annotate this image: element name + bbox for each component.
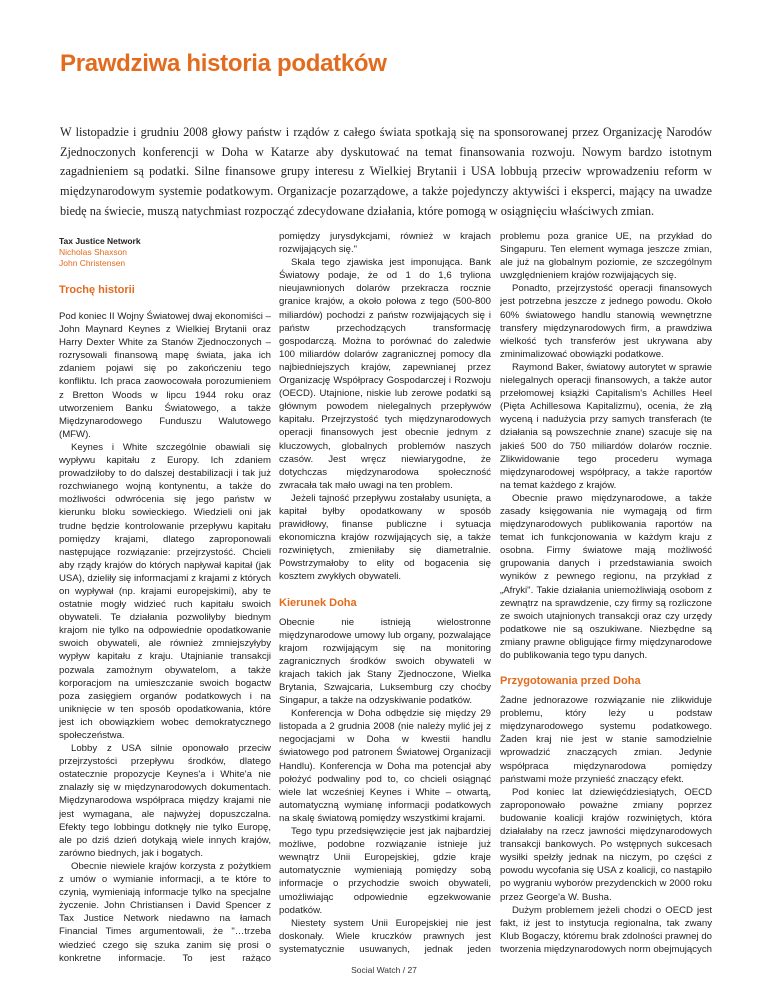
paragraph: Obecnie niewiele krajów korzysta z pożytkiem z umów o wymianie informacji, a te które to czynią, wymieniają informacje tylko na specjalne życzenie. John Christiansen i David Spencer z Tax Justice Network niedawno na łamach Financial Times argumentowali, że "…trzeba wiedzieć czego się szuka zanim się prosi o konkretne informacje. To jest rażąco bbox=[59, 860, 271, 962]
section-heading-history: Trochę historii bbox=[59, 284, 135, 296]
paragraph: Obecnie prawo międzynarodowe, a także zasady księgowania nie wymagają od firm międzynarodowych publikowania raportów na temat ich funkcjonowania w każdym kraju z osobna. Firmy światowe mają możliwość grupowania danych i przedstawiania swoich wyników z pewnego regionu, na przykład z „Afryki". Takie działania uniemożliwiają osobom z zewnątrz na sprawdzenie, czy firmy są rozliczone ze swoich utajnionych transakcji oraz czy urzędy podatkowe nie są oszukiwane. Niezbędne są zmiany prawne obligujące firmy międzynarodowe do publikowania tego typu danych. bbox=[500, 492, 712, 661]
paragraph: Niestety system Unii Europejskiej nie jest doskonały. Wiele kruczków prawnych jest systematycznie usuwanych, jednak jeden bbox=[279, 917, 491, 955]
paragraph: Jeżeli tajność przepływu zostałaby usunięta, a kapitał byłby opodatkowany w sposób prawidłowy, finanse publiczne i sytuacja ekonomiczna krajów rozwijających się, a także rozwiniętych, zmieniłaby się diametralnie. Powstrzymałoby to elity od bogacenia się kosztem zwykłych obywateli. bbox=[279, 492, 491, 583]
section-heading-kierunek: Kierunek Doha bbox=[279, 596, 357, 609]
paragraph: problemu poza granice UE, na przykład do Singapuru. Ten element wymaga jeszcze zmian, ale już na globalnym poziomie, ze szczególnym uwzględnieniem krajów rozwijających się. bbox=[500, 231, 712, 282]
paragraph: Tego typu przedsięwzięcie jest jak najbardziej możliwe, podobne rozwiązanie istnieje już wewnątrz Unii Europejskiej, gdzie kraje automatycznie wymieniają pomiędzy sobą informacje o przychodzie swoich obywateli, umożliwiając odpowiednie egzekwowanie podatków. bbox=[279, 826, 491, 916]
paragraph: pomiędzy jurysdykcjami, również w krajach rozwijających się." bbox=[279, 231, 491, 256]
column-1 bbox=[59, 236, 271, 962]
paragraph: Konferencja w Doha odbędzie się między 29 listopada a 2 grudnia 2008 (nie należy mylić jej z negocjacjami w Doha w kwestii handlu światowego pod patronem Światowej Organizacji Handlu). Konferencja w Doha ma potencjał aby położyć podwaliny pod to, co chcieli osiągnąć wiele lat wcześniej Keynes i White – otwartą, automatyczną wymianę informacji podatkowych na skalę światową pomiędzy wszystkimi krajami. bbox=[279, 708, 491, 824]
section-heading-przygotowania: Przygotowania przed Doha bbox=[500, 675, 641, 688]
author-organization: Tax Justice Network bbox=[59, 236, 141, 246]
paragraph: Pod koniec II Wojny Światowej dwaj ekonomiści – John Maynard Keynes z Wielkiej Brytanii oraz Harry Dexter White za Stanów Zjednoczonych – rozrysowali finansową mapę świata, jaka ich zdaniem pojawi się po zakończeniu tego konfliktu. Ich praca zaowocowała porozumieniem z Bretton Woods w lipcu 1944 roku oraz utworzeniem Banku Światowego, a także Międzynarodowego Funduszu Walutowego (MFW). bbox=[59, 311, 271, 440]
paragraph: Raymond Baker, światowy autorytet w sprawie nielegalnych operacji finansowych, a także autor przełomowej książki Capitalism's Achilles Heel (Pięta Achillesowa Kapitalizmu), ocenia, że złą wyceną i nadużycia przy samych transferach (te działania są powszechnie znane) szacuje się na jakieś 500 do 750 miliardów dolarów rocznie. Zlikwidowanie tego procederu wymaga międzynarodowej współpracy, a także raportów na temat każdego z krajów. bbox=[500, 361, 712, 491]
paragraph: Pod koniec lat dziewięćdziesiątych, OECD zaproponowało poważne zmiany poprzez budowanie koalicji krajów rozwiniętych, która działałaby na rzecz jawności międzynarodowych transakcji bankowych. Po wstępnych sukcesach wysiłki spełzły jednak na niczym, po części z powodu wycofania się USA z koalicji, co nastąpiło po wygraniu wyborów prezydenckich w 2000 roku przez George'a W. Busha. bbox=[500, 786, 712, 903]
author-name: John Christensen bbox=[59, 258, 126, 268]
page-title: Prawdziwa historia podatków bbox=[60, 50, 387, 77]
paragraph: Obecnie nie istnieją wielostronne międzynarodowe umowy lub organy, pozwalające krajom rozwijającym się na monitoring zagranicznych środków swoich obywateli w krajach takich jak Stany Zjednoczone, Wielka Brytania, Szwajcaria, Luksemburg czy choćby Singapur, a także na odzyskiwanie podatków. bbox=[279, 616, 491, 707]
page-footer: Social Watch / 27 bbox=[351, 965, 417, 975]
paragraph: Ponadto, przejrzystość operacji finansowych jest potrzebna jeszcze z jednego powodu. Około 60% światowego handlu stanowią wewnętrzne transfery międzynarodowych firm, a prawdziwa wielkość tych transferów jest ukrywana aby zminimalizować obowiązki podatkowe. bbox=[500, 283, 712, 360]
paragraph: Skala tego zjawiska jest imponująca. Bank Światowy podaje, że od 1 do 1,6 tryliona nieujawnionych dolarów przekracza rocznie granice krajów, a około połowa z tego (500-800 miliardów) pochodzi z państw rozwijających się i państw przechodzących transformację gospodarczą. Można to porównać do zaledwie 100 miliardów dolarów zagranicznej pomocy dla najbiedniejszych krajów, zapewnianej przez Organizację Współpracy Gospodarczej i Rozwoju (OECD). Utajnione, niskie lub zerowe podatki są głównym powodem nielegalnych przepływów kapitału. Przejrzystość tych międzynarodowych operacji finansowych jest obecnie jednym z kluczowych, globalnych problemów naszych czasów. Jest wręcz niewiarygodne, że dotychczas międzynarodowa społeczność zwracała tak mało uwagi na ten problem. bbox=[279, 257, 491, 491]
paragraph: Keynes i White szczególnie obawiali się wypływu kapitału z Europy. Ich zdaniem prowadziłoby to do dalszej destabilizacji i tak już rozchwianego wojną kontynentu, a także do możliwości odwrócenia się jego państw w kierunku bloku sowieckiego. Wiedzieli oni jak trudne będzie kontrolowanie przepływu kapitału pomiędzy krajami, dlatego zaproponowali następujące rozwiązanie: przejrzystość. Chcieli aby rządy krajów do których napływał kapitał (jak USA), dzieliły się informacjami z krajami z których on wypływał (np. krajami europejskimi), aby te ostatnie mogły widzieć ruch kapitału swoich obywateli. Te działania pozwoliłyby biednym krajom nie tylko na odpowiednie opodatkowanie swoich obywateli, ale również zmniejszyłyby wypływ kapitału z kraju. Utajnianie transakcji pozwala zamożnym obywatelom, a także korporacjom na umieszczanie swoich bogactw poza zasięgiem organów podatkowych i na uniknięcie w ten sposób opodatkowania, które jest ich obowiązkiem wobec demokratycznego społeczeństwa. bbox=[59, 441, 271, 741]
author-name: Nicholas Shaxson bbox=[59, 247, 128, 257]
paragraph: Żadne jednorazowe rozwiązanie nie zlikwiduje problemu, który leży u podstaw międzynarodowego systemu podatkowego. Żaden kraj nie jest w stanie samodzielnie wprowadzić znaczących zmian. Jedynie współpraca międzynarodowa pomiędzy państwami może przynieść znaczący efekt. bbox=[500, 695, 712, 785]
paragraph: Lobby z USA silnie oponowało przeciw przejrzystości przepływu środków, dlatego ostatecznie propozycje Keynes'a i White'a nie znalazły się w międzynarodowych dokumentach. Międzynarodowa współpraca między krajami nie jest wymagana, ale najwyżej dopuszczalna. Efekty tego lobbingu dotknęły nie tylko Europę, ale po dziś dzień dotykają wiele innych krajów, zarówno biednych, jak i bogatych. bbox=[59, 743, 271, 859]
column-2 bbox=[279, 230, 491, 956]
intro-paragraph: W listopadzie i grudniu 2008 głowy państw i rządów z całego świata spotkają się na sponsorowanej przez Organizację Narodów Zjednoczonych konferencji w Doha w Katarze aby dyskutować na temat finansowania rozwoju. Nowym bardzo istotnym zagadnieniem są podatki. Silne finansowe grupy interesu z Wielkiej Brytanii i USA lobbują przeciw wprowadzeniu reform w międzynarodowym systemie podatkowym. Organizacje pozarządowe, a także pojedynczy aktywiści i eksperci, mający na uwadze biedę na świecie, muszą natychmiast rozpocząć zdecydowane działania, które pomogą w osiągnięciu właściwych zmian. bbox=[60, 125, 712, 218]
column-3 bbox=[500, 230, 712, 956]
paragraph: Dużym problemem jeżeli chodzi o OECD jest fakt, iż jest to instytucja regionalna, tak zwany Klub Bogaczy, któremu brak zdolności prawnej do tworzenia międzynarodowych norm obejmujących bbox=[500, 904, 712, 955]
